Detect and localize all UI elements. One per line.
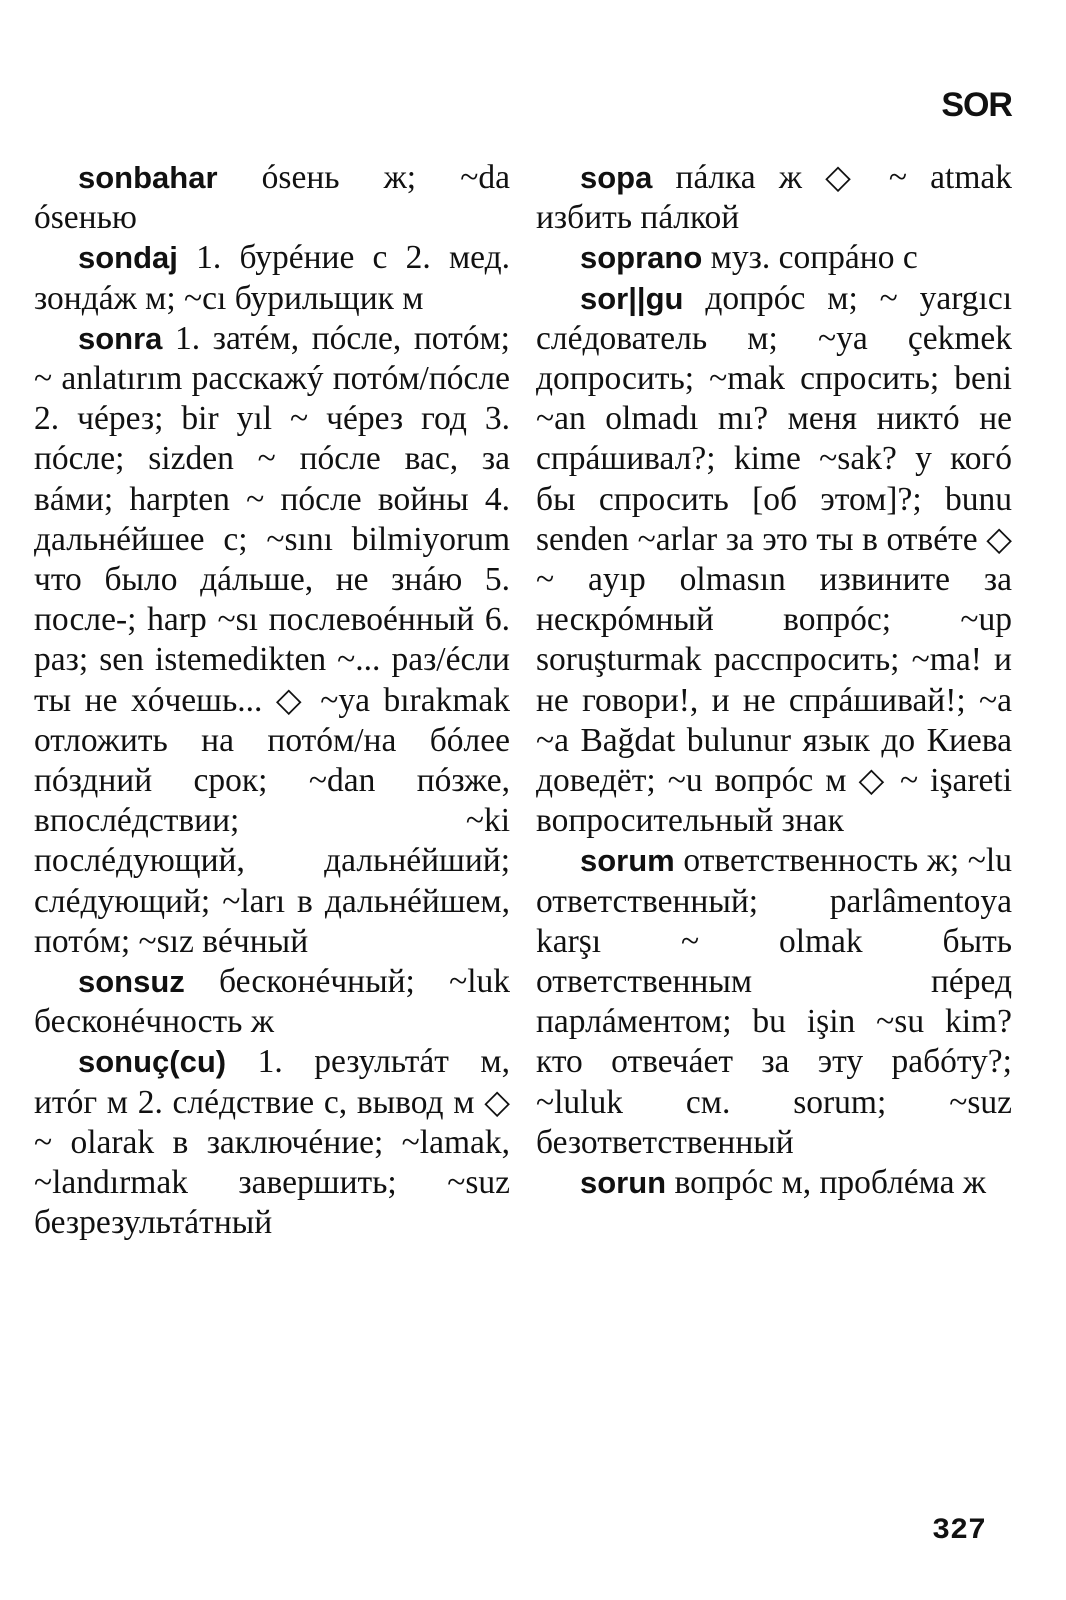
headword: sonsuz bbox=[78, 964, 185, 1000]
definition: 1. затéм, пóсле, потóм; ~ anlatırım расскажý потóм/пóсле 2. чéрез; bir yıl ~ чéрез год 3. пóсле; sizden ~ пóсле вас, за вáми; harpten ~ пóсле войны 4. дальнéйшее с; ~sını bilmiyorum что было дáльше, не знáю 5. после-; harp ~sı послевоéнный 6. раз; sen istemedikten ~... раз/éсли ты не хóчешь... ◇ ~ya bırakmak отложить на потóм/на бóлее пóздний срок; ~dan пóзже, впослéдствии; ~ki послéдующий, дальнéйший; слéдующий; ~ları в дальнéйшем, потóм; ~sız вéчный bbox=[34, 319, 510, 960]
definition: бесконéчный; ~luk бесконéчность ж bbox=[34, 963, 510, 1041]
headword: sorun bbox=[580, 1165, 667, 1201]
dictionary-entry bbox=[536, 158, 1012, 238]
dictionary-entry bbox=[536, 279, 1012, 842]
headword: sonuç(cu) bbox=[78, 1044, 227, 1080]
dictionary-entry bbox=[34, 319, 510, 962]
dictionary-entry bbox=[34, 962, 510, 1042]
dictionary-entry bbox=[536, 841, 1012, 1163]
headword: sopa bbox=[580, 160, 653, 195]
headword: soprano bbox=[580, 240, 703, 276]
running-header: SOR bbox=[941, 86, 1012, 124]
definition: вопрóс м, проблéма ж bbox=[666, 1164, 987, 1202]
dictionary-entry bbox=[536, 1163, 1012, 1203]
right-column bbox=[536, 158, 1012, 1203]
definition: допрóс м; ~ yargıcı слéдователь м; ~ya çekmek допросить; ~mak спросить; beni ~an olmadı mı? меня никтó не спрáшивал?; kime ~sak? у когó бы спросить [об этом]?; bunu senden ~arlar за это ты в отвéте ◇ ~ ayıp olmasın извините за нескрóмный вопрóс; ~up soruşturmak расспросить; ~ma! и не говори!, и не спрáшивай!; ~a ~a Bağdat bulunur язык до Киева доведёт; ~u вопрóс м ◇ ~ işareti вопросительный знак bbox=[536, 279, 1012, 840]
definition: 1. бурéние с 2. мед. зондáж м; ~cı бурильщик м bbox=[34, 239, 510, 317]
headword: sorum bbox=[580, 843, 675, 879]
dictionary-entry bbox=[34, 1042, 510, 1243]
definition: ответственность ж; ~lu ответственный; parlâmentoya karşı ~ olmak быть ответственным пéред парлáментом; bu işin ~su kim? кто отвечáет за эту рабóту?; ~luluk см. sorum; ~suz безответственный bbox=[536, 842, 1012, 1161]
headword: sonbahar bbox=[78, 160, 218, 195]
page-number: 327 bbox=[931, 1514, 986, 1548]
definition: муз. сопрáно с bbox=[702, 239, 918, 277]
dictionary-entry bbox=[536, 238, 1012, 278]
headword: sonra bbox=[78, 320, 163, 356]
headword: sondaj bbox=[78, 240, 178, 276]
headword: sor||gu bbox=[580, 280, 684, 316]
left-column bbox=[34, 158, 510, 1243]
dictionary-entry bbox=[34, 238, 510, 318]
definition: 1. результáт м, итóг м 2. слéдствие с, вывод м ◇ ~ olarak в заключéние; ~lamak, ~landırmak завершить; ~suz безрезультáтный bbox=[34, 1043, 510, 1242]
definition: пáлка ж ◇ ~ atmak избить пáлкой bbox=[536, 159, 1012, 237]
definition: ósень ж; ~da ósенью bbox=[34, 159, 510, 237]
dictionary-entry bbox=[34, 158, 510, 238]
